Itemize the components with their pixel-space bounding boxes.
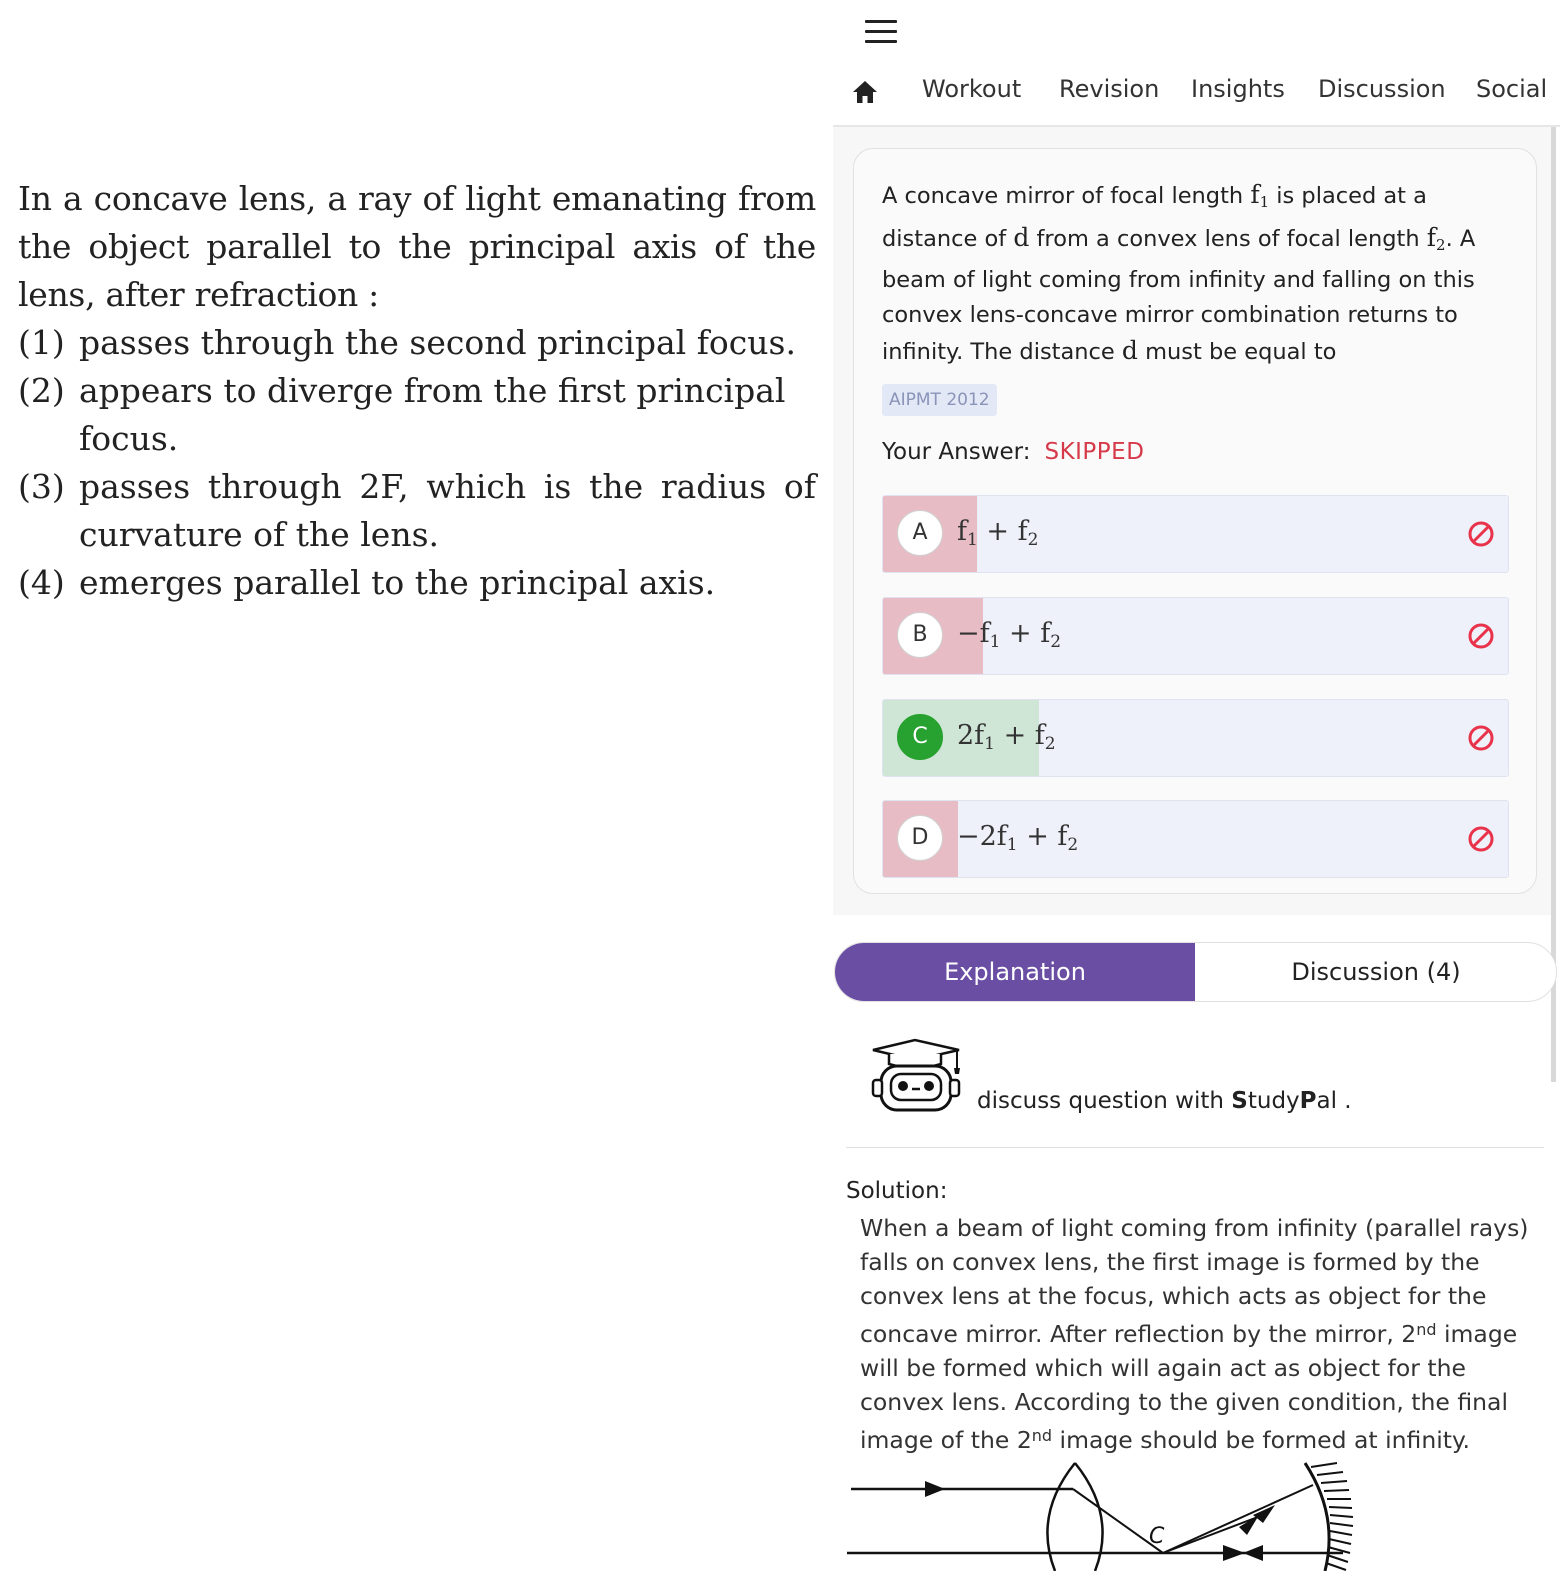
solution-label: Solution: [846,1178,948,1204]
nav-workout[interactable]: Workout [922,75,1022,103]
nav-social[interactable]: Social [1476,75,1548,103]
option-a[interactable] [882,495,1509,573]
left-option-4 [18,559,816,607]
option-formula: $-f_1 + f_2$ [957,618,1062,652]
left-question-block [18,175,816,607]
tab-explanation[interactable]: Explanation [835,943,1195,1001]
left-option-3 [18,463,816,559]
option-letter: C [897,714,943,760]
nav-insights[interactable]: Insights [1191,75,1285,103]
ban-icon [1467,724,1495,752]
ban-icon [1467,622,1495,650]
question-card [853,148,1537,894]
solution-text: When a beam of light coming from infinity (parallel rays) falls on convex lens, the first image is formed by the convex lens at the focus, which acts as object for the concave mirror. After reflection by the mirror, 2nd image will be formed which will again act as object for the convex lens. According to the given condition, the final image of the 2nd image should be formed at infinity. [860,1214,1529,1454]
option-number: (4) [18,563,65,602]
top-nav [833,66,1560,126]
option-formula: $-2f_1 + f_2$ [957,821,1079,855]
option-c[interactable] [882,699,1509,777]
option-text: appears to diverge from the first principal focus. [79,371,786,458]
left-option-2 [18,367,816,463]
option-letter: B [897,612,943,658]
your-answer-status: SKIPPED [1044,439,1145,465]
ban-icon [1467,825,1495,853]
explanation-discussion-tabs [834,942,1557,1002]
diagram-label-c: C [1149,1524,1165,1549]
left-question-stem: In a concave lens, a ray of light emanating from the object parallel to the principal axis of the lens, after refraction : [18,179,816,314]
left-option-1 [18,319,816,367]
exam-tag: AIPMT 2012 [882,384,997,416]
studypal-prompt[interactable]: discuss question with StudyPal . [977,1088,1352,1114]
option-number: (2) [18,371,65,410]
your-answer-label: Your Answer: [882,439,1031,465]
tab-discussion[interactable]: Discussion (4) [1291,958,1461,986]
option-letter: A [897,510,943,556]
nav-revision[interactable]: Revision [1059,75,1160,103]
ray-diagram [843,1455,1363,1571]
scrollbar[interactable] [1551,127,1556,1082]
hamburger-menu-icon[interactable] [865,20,897,48]
option-formula: $2f_1 + f_2$ [957,720,1056,754]
home-icon[interactable] [850,78,880,106]
option-text: passes through 2F, which is the radius of curvature of the lens. [79,467,816,554]
option-text: emerges parallel to the principal axis. [79,563,716,602]
option-d[interactable] [882,800,1509,878]
studypal-robot-icon[interactable] [869,1038,965,1116]
section-divider [846,1147,1544,1148]
option-number: (1) [18,323,65,362]
question-text: A concave mirror of focal length $f_1$ is placed at a distance of d from a convex lens of focal length $f_2$. A beam of light coming from infinity and falling on this convex lens-concave mirror combination returns to infinity. The distance d must be equal to [882,180,1476,365]
ban-icon [1467,520,1495,548]
option-text: passes through the second principal focus. [79,323,796,362]
option-number: (3) [18,467,65,506]
nav-discussion[interactable]: Discussion [1318,75,1446,103]
option-b[interactable] [882,597,1509,675]
app-panel [833,0,1560,1571]
option-formula: $f_1 + f_2$ [957,516,1039,550]
question-area [833,127,1553,915]
your-answer-row [882,439,1144,465]
option-letter: D [897,815,943,861]
